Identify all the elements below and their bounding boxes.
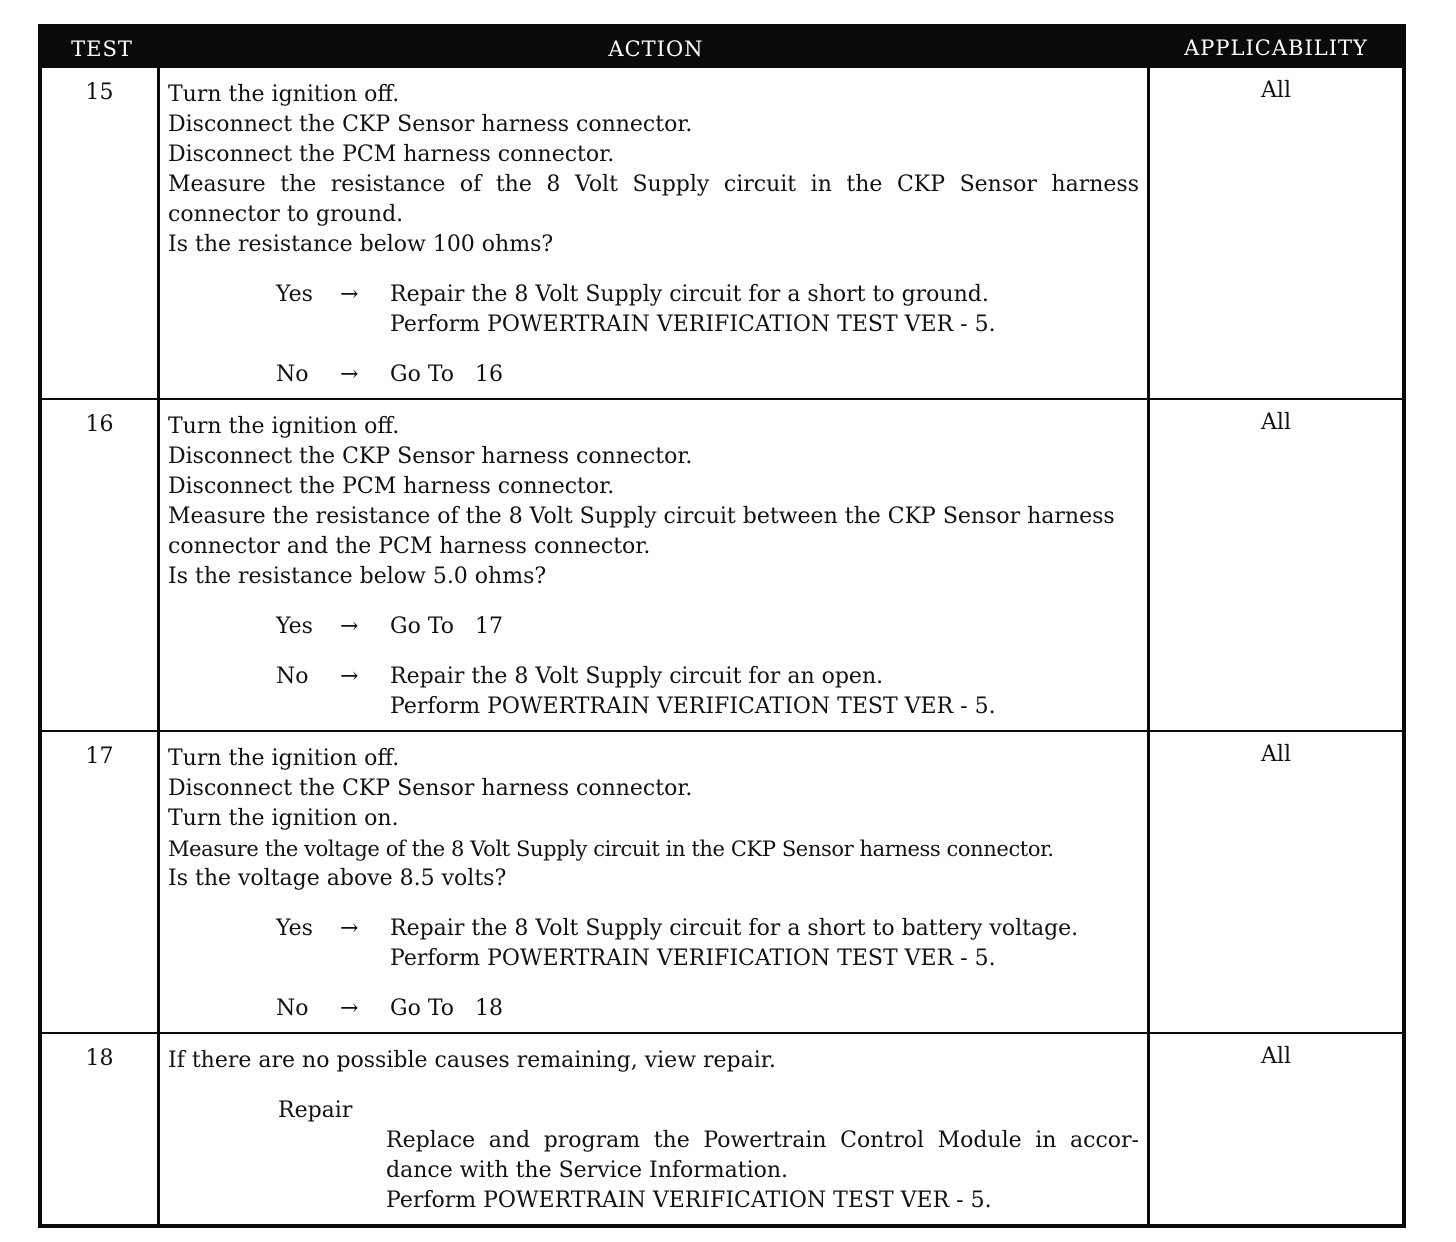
applicability-cell: All <box>1261 78 1291 103</box>
step-line: connector and the PCM harness connector. <box>168 534 651 559</box>
no-branch <box>276 360 1139 390</box>
arrow-icon: → <box>340 664 359 689</box>
action-cell <box>160 68 1150 398</box>
repair-line: Replace and program the Powertrain Control Module in accor- <box>386 1128 1139 1153</box>
result-line: Perform POWERTRAIN VERIFICATION TEST VER - 5. <box>390 312 996 337</box>
yes-label: Yes <box>276 916 313 941</box>
no-label: No <box>276 664 309 689</box>
applicability-cell: All <box>1261 1044 1291 1069</box>
action-cell <box>160 732 1150 1032</box>
test-number: 17 <box>42 732 160 1032</box>
table-header <box>42 28 1402 66</box>
arrow-icon: → <box>340 916 359 941</box>
step-line: Measure the resistance of the 8 Volt Supply circuit in the CKP Sensor harness <box>168 172 1139 197</box>
step-line: Measure the resistance of the 8 Volt Supply circuit between the CKP Sensor harness <box>168 504 1115 529</box>
no-label: No <box>276 362 309 387</box>
table-row <box>42 1032 1402 1224</box>
step-line: Turn the ignition on. <box>168 806 399 831</box>
repair-label: Repair <box>278 1098 353 1123</box>
no-branch <box>276 662 1139 722</box>
result-line: Perform POWERTRAIN VERIFICATION TEST VER - 5. <box>390 694 996 719</box>
repair-line: Perform POWERTRAIN VERIFICATION TEST VER - 5. <box>386 1188 992 1213</box>
yes-label: Yes <box>276 614 313 639</box>
header-action: ACTION <box>608 37 704 61</box>
yes-result: Go To 17 <box>390 614 503 639</box>
question-line: Is the resistance below 5.0 ohms? <box>168 564 547 589</box>
yes-branch <box>276 612 1139 642</box>
yes-result <box>390 280 1139 340</box>
repair-line: dance with the Service Information. <box>386 1158 789 1183</box>
result-line: Repair the 8 Volt Supply circuit for an open. <box>390 664 884 689</box>
test-number: 15 <box>42 68 160 398</box>
arrow-icon: → <box>340 614 359 639</box>
action-cell <box>160 400 1150 730</box>
arrow-icon: → <box>340 282 359 307</box>
yes-branch <box>276 914 1139 974</box>
step-line: Disconnect the CKP Sensor harness connector. <box>168 776 693 801</box>
applicability-cell: All <box>1261 742 1291 767</box>
question-line: Is the resistance below 100 ohms? <box>168 232 554 257</box>
step-line: Measure the voltage of the 8 Volt Supply circuit in the CKP Sensor harness connector. <box>168 837 1054 861</box>
no-branch <box>276 994 1139 1024</box>
step-line: connector to ground. <box>168 202 404 227</box>
step-line: Disconnect the PCM harness connector. <box>168 474 615 499</box>
repair-text <box>386 1126 1139 1216</box>
no-result: Go To 18 <box>390 996 503 1021</box>
step-line: Turn the ignition off. <box>168 746 400 771</box>
question-line: Is the voltage above 8.5 volts? <box>168 866 507 891</box>
step-line: Disconnect the CKP Sensor harness connector. <box>168 112 693 137</box>
repair-block <box>278 1096 1139 1216</box>
result-line: Repair the 8 Volt Supply circuit for a short to ground. <box>390 282 989 307</box>
no-result <box>390 662 1139 722</box>
table-row <box>42 66 1402 398</box>
action-cell <box>160 1034 1150 1224</box>
yes-branch <box>276 280 1139 340</box>
step-line: Turn the ignition off. <box>168 414 400 439</box>
header-applicability: APPLICABILITY <box>1184 36 1368 60</box>
no-label: No <box>276 996 309 1021</box>
step-line: If there are no possible causes remaining, view repair. <box>168 1048 776 1073</box>
yes-label: Yes <box>276 282 313 307</box>
arrow-icon: → <box>340 996 359 1021</box>
test-number: 18 <box>42 1034 160 1224</box>
step-line: Disconnect the PCM harness connector. <box>168 142 615 167</box>
header-test: TEST <box>71 37 133 61</box>
step-line: Turn the ignition off. <box>168 82 400 107</box>
yes-result <box>390 914 1139 974</box>
applicability-cell: All <box>1261 410 1291 435</box>
test-number: 16 <box>42 400 160 730</box>
diagnostic-table <box>38 24 1406 1228</box>
step-line: Disconnect the CKP Sensor harness connector. <box>168 444 693 469</box>
arrow-icon: → <box>340 362 359 387</box>
table-row <box>42 398 1402 730</box>
table-row <box>42 730 1402 1032</box>
result-line: Perform POWERTRAIN VERIFICATION TEST VER - 5. <box>390 946 996 971</box>
no-result: Go To 16 <box>390 362 503 387</box>
result-line: Repair the 8 Volt Supply circuit for a short to battery voltage. <box>390 916 1079 941</box>
